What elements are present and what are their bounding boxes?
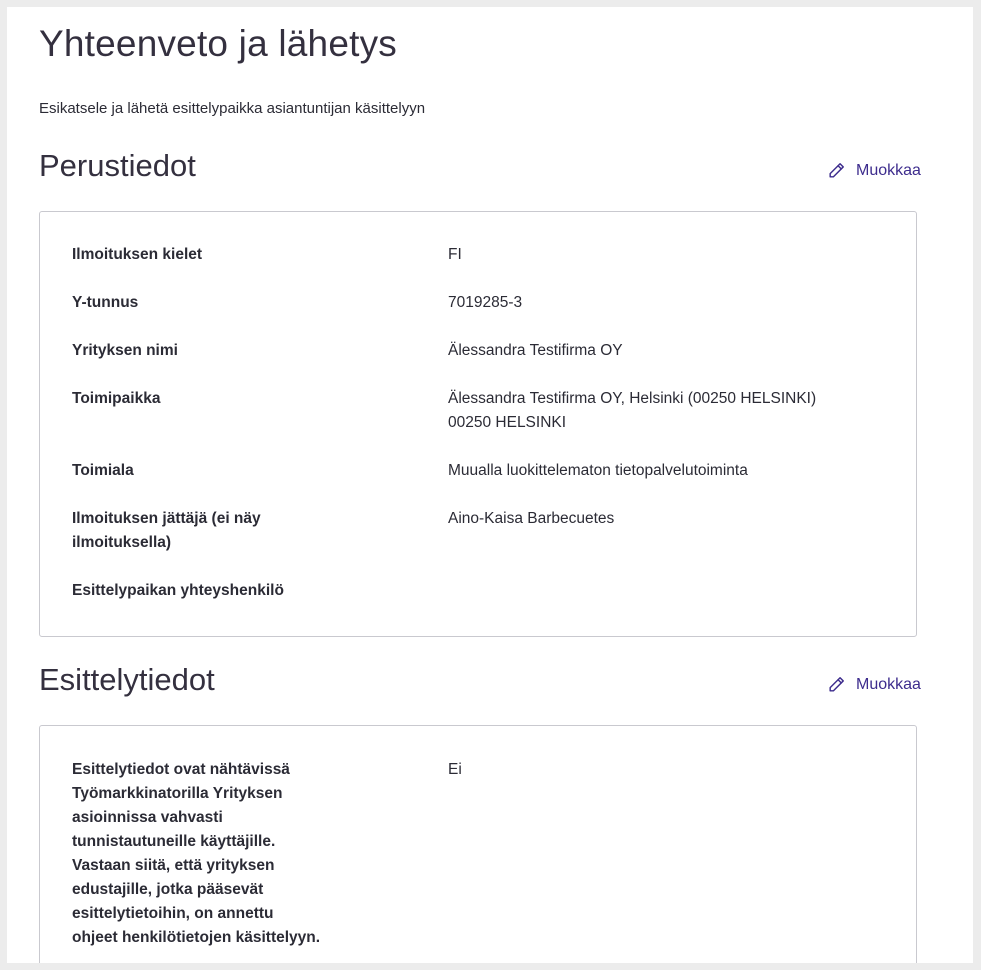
row-label: Yrityksen nimi [72, 342, 178, 359]
section-title-perustiedot: Perustiedot [39, 148, 196, 183]
edit-perustiedot-button[interactable] [827, 161, 921, 180]
esittelytiedot-card [39, 725, 917, 963]
pencil-icon [827, 675, 846, 694]
edit-label: Muokkaa [856, 675, 921, 693]
row-value [448, 579, 892, 603]
row-value: Muualla luokittelematon tietopalvelutoiminta [448, 462, 748, 479]
edit-label: Muokkaa [856, 161, 921, 179]
pencil-icon [827, 161, 846, 180]
row-value [448, 387, 892, 435]
info-row [72, 507, 892, 555]
row-label: Ilmoituksen kielet [72, 246, 203, 263]
page-subtitle: Esikatsele ja lähetä esittelypaikka asiantuntijan käsittelyyn [39, 100, 426, 117]
row-value: Ei [448, 761, 462, 778]
section-title-esittelytiedot: Esittelytiedot [39, 662, 215, 697]
row-label: Esittelypaikan yhteyshenkilö [72, 582, 284, 599]
info-row [72, 758, 892, 950]
row-value-line: 00250 HELSINKI [448, 414, 567, 431]
info-row [72, 243, 892, 267]
row-label: Toimiala [72, 462, 134, 479]
page-title: Yhteenveto ja lähetys [39, 23, 397, 64]
info-row [72, 459, 892, 483]
info-row [72, 579, 892, 603]
edit-esittelytiedot-button[interactable] [827, 675, 921, 694]
row-value-line: Älessandra Testifirma OY, Helsinki (00250 HELSINKI) [448, 390, 817, 407]
row-value: FI [448, 246, 462, 263]
row-label: Ilmoituksen jättäjä (ei näy ilmoituksella) [72, 510, 261, 551]
row-label: Esittelytiedot ovat nähtävissä Työmarkkinatorilla Yrityksen asioinnissa vahvasti tunnistautuneille käyttäjille. Vastaan siitä, että yrityksen edustajille, jotka pääsevät esittelytietoihin, on annettu ohjeet henkilötietojen käsittelyyn. [72, 761, 321, 946]
row-value: Älessandra Testifirma OY [448, 342, 623, 359]
row-label: Toimipaikka [72, 390, 161, 407]
info-row [72, 339, 892, 363]
perustiedot-card [39, 211, 917, 637]
row-value: 7019285-3 [448, 294, 523, 311]
info-row [72, 291, 892, 315]
row-value: Aino-Kaisa Barbecuetes [448, 510, 615, 527]
info-row [72, 387, 892, 435]
row-label: Y-tunnus [72, 294, 139, 311]
summary-page [7, 7, 973, 963]
